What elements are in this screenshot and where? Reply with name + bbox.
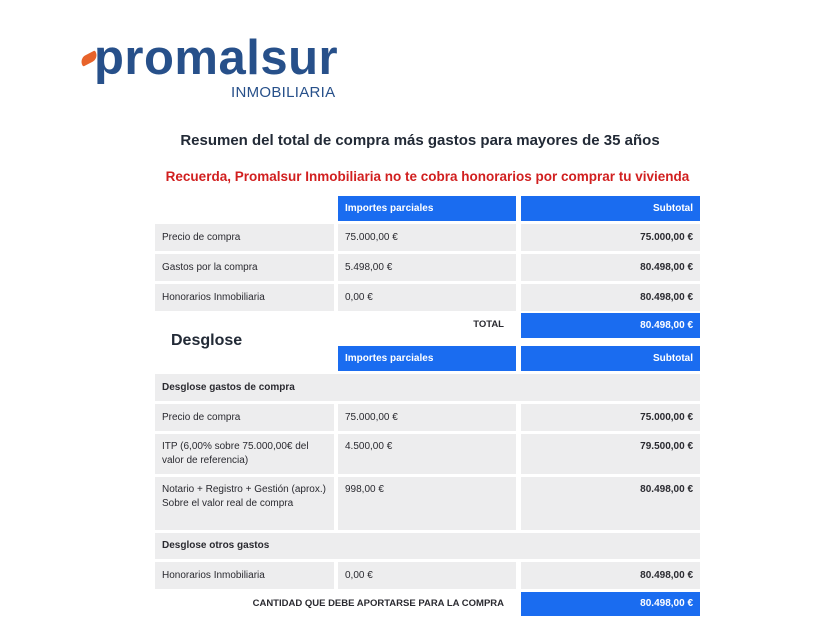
promalsur-logo (78, 31, 358, 110)
breakdown-header-subtotal: Subtotal (521, 346, 700, 371)
final-amount-value: 80.498,00 € (521, 592, 700, 616)
row-label: Honorarios Inmobiliaria (155, 284, 334, 311)
breakdown-header-partial: Importes parciales (338, 346, 516, 371)
row-label: Precio de compra (155, 404, 334, 431)
summary-header-subtotal: Subtotal (521, 196, 700, 221)
row-partial: 75.000,00 € (338, 404, 516, 431)
row-subtotal: 80.498,00 € (521, 284, 700, 311)
summary-header-partial: Importes parciales (338, 196, 516, 221)
row-label: Gastos por la compra (155, 254, 334, 281)
page-heading: Resumen del total de compra más gastos para mayores de 35 años (180, 132, 660, 149)
row-subtotal: 80.498,00 € (521, 562, 700, 589)
logo-subtitle: INMOBILIARIA (231, 84, 336, 101)
row-partial: 0,00 € (338, 284, 516, 311)
row-label: ITP (6,00% sobre 75.000,00€ del valor de referencia) (155, 434, 334, 474)
final-amount-label: CANTIDAD QUE DEBE APORTARSE PARA LA COMPRA (252, 597, 504, 609)
purchase-section-header: Desglose gastos de compra (155, 374, 700, 401)
row-label: Precio de compra (155, 224, 334, 251)
row-subtotal: 75.000,00 € (521, 404, 700, 431)
total-label: TOTAL (473, 319, 504, 331)
fees-notice: Recuerda, Promalsur Inmobiliaria no te cobra honorarios por comprar tu vivienda (165, 169, 690, 184)
row-subtotal: 80.498,00 € (521, 254, 700, 281)
row-subtotal: 75.000,00 € (521, 224, 700, 251)
row-partial: 5.498,00 € (338, 254, 516, 281)
row-partial: 998,00 € (338, 477, 516, 530)
row-label: Notario + Registro + Gestión (aprox.) Sobre el valor real de compra (155, 477, 334, 530)
row-partial: 4.500,00 € (338, 434, 516, 474)
row-subtotal: 80.498,00 € (521, 477, 700, 530)
row-label: Honorarios Inmobiliaria (155, 562, 334, 589)
logo-wordmark: promalsur (94, 31, 339, 85)
breakdown-title: Desglose (171, 332, 243, 349)
row-subtotal: 79.500,00 € (521, 434, 700, 474)
row-partial: 0,00 € (338, 562, 516, 589)
total-value: 80.498,00 € (521, 313, 700, 338)
other-section-header: Desglose otros gastos (155, 533, 700, 559)
row-partial: 75.000,00 € (338, 224, 516, 251)
